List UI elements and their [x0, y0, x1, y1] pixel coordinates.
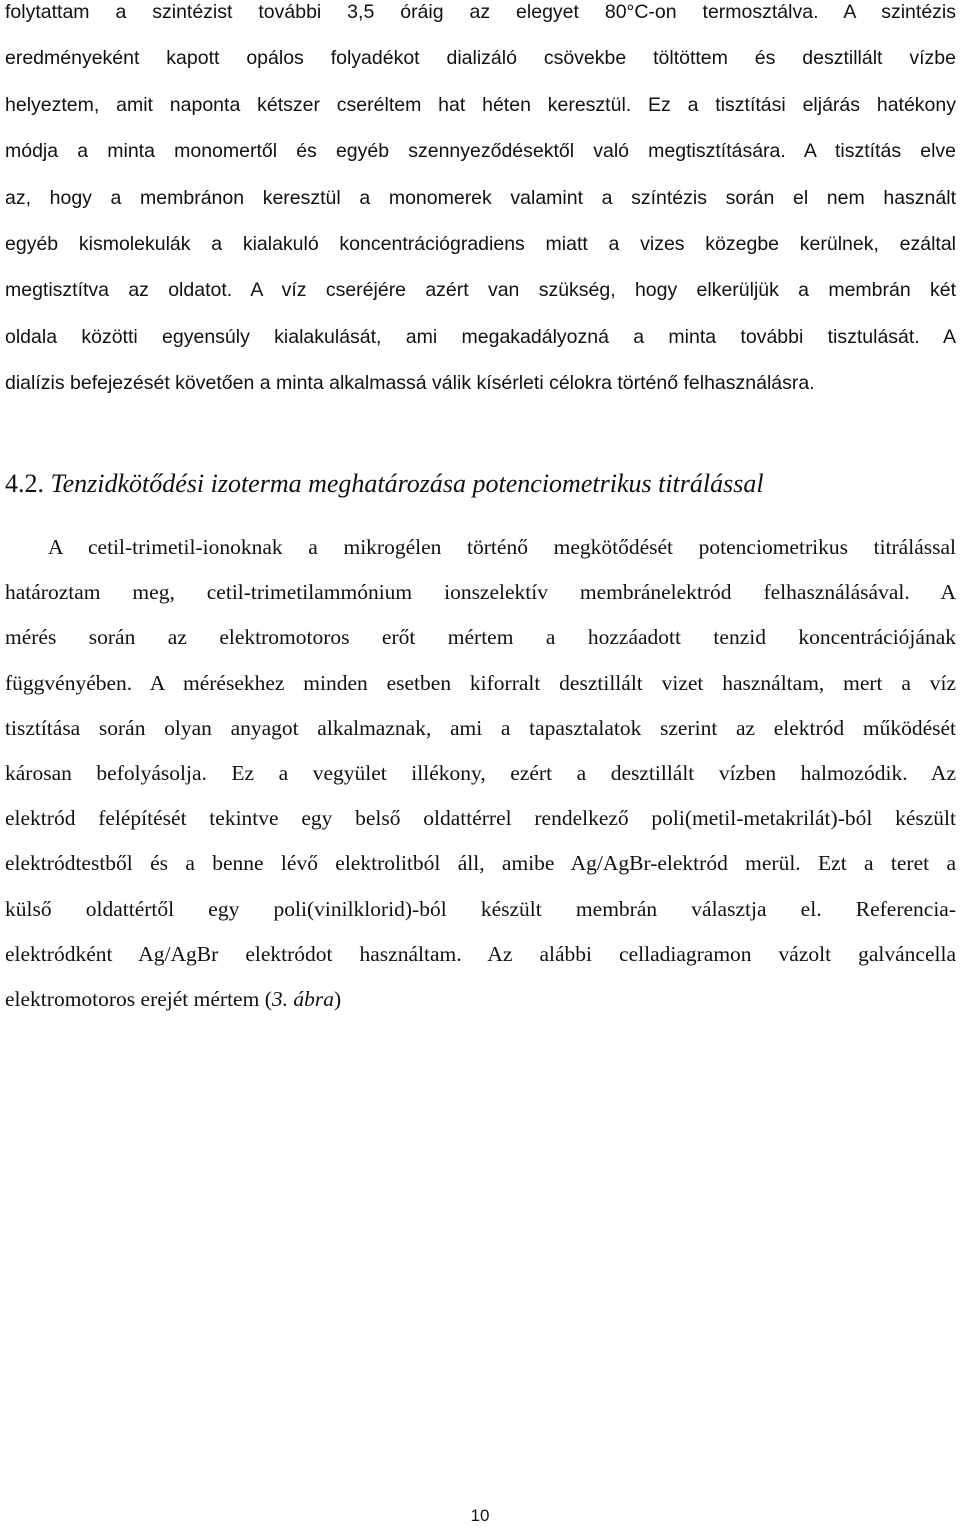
text-line: [5, 977, 956, 1022]
text-line: folytattam a szintézist további 3,5 óráig az elegyet 80°C-on termosztálva. A szintézis: [5, 1, 956, 23]
paragraph-synthesis-dialysis: [5, 0, 956, 407]
figure-reference: 3. ábra: [271, 987, 334, 1012]
text-line: elektród felépítését tekintve egy belső oldattérrel rendelkező poli(metil-metakrilát)-ból készült: [5, 806, 956, 831]
section-heading: [5, 462, 764, 506]
text-line: megtisztítva az oldatot. A víz cseréjére azért van szükség, hogy elkerüljük a membrán két: [5, 279, 956, 302]
section-number: 4.2.: [5, 469, 44, 498]
text-line: az, hogy a membránon keresztül a monomerek valamint a színtézis során el nem használt: [5, 186, 956, 209]
text-line: egyéb kismolekulák a kialakuló koncentrációgradiens miatt a vizes közegbe kerülnek, ezáltal: [5, 233, 956, 256]
text-line: dialízis befejezését követően a minta alkalmassá válik kísérleti célokra történő felhasználásra.: [5, 372, 815, 395]
text-line: elektródként Ag/AgBr elektródot használtam. Az alábbi celladiagramon vázolt galváncella: [5, 941, 956, 966]
text-line: mérés során az elektromotoros erőt mértem a hozzáadott tenzid koncentrációjának: [5, 625, 956, 650]
text-line: károsan befolyásolja. Ez a vegyület illékony, ezért a desztillált vízben halmozódik. Az: [5, 761, 956, 786]
text-line: eredményeként kapott opálos folyadékot dializáló csövekbe töltöttem és desztillált vízbe: [5, 47, 956, 70]
text-fragment: ): [333, 987, 342, 1012]
text-line: elektródtestből és a benne lévő elektrolitból áll, amibe Ag/AgBr-elektród merül. Ezt a teret a: [5, 851, 956, 876]
text-line: oldala közötti egyensúly kialakulását, ami megakadályozná a minta további tisztulását. A: [5, 325, 956, 348]
text-line: tisztítása során olyan anyagot alkalmaznak, ami a tapasztalatok szerint az elektród működését: [5, 715, 956, 740]
text-line: módja a minta monomertől és egyéb szennyeződésektől való megtisztítására. A tisztítás elve: [5, 140, 956, 163]
text-line: külső oldattértől egy poli(vinilklorid)-ból készült membrán választja el. Referencia-: [5, 896, 956, 921]
text-line: helyeztem, amit naponta kétszer cseréltem hat héten keresztül. Ez a tisztítási eljárás hatékony: [5, 93, 956, 116]
paragraph-potentiometric-titration: [5, 525, 956, 1022]
text-line: függvényében. A mérésekhez minden esetben kiforralt desztillált vizet használtam, mert a víz: [5, 670, 956, 695]
text-line: határoztam meg, cetil-trimetilammónium ionszelektív membránelektród felhasználásával. A: [5, 580, 956, 605]
page-number: 10: [470, 1506, 490, 1525]
section-title: Tenzidkötődési izoterma meghatározása potenciometrikus titrálással: [50, 469, 764, 498]
text-fragment: elektromotoros erejét mértem (: [5, 987, 272, 1012]
text-line: A cetil-trimetil-ionoknak a mikrogélen történő megkötődését potenciometrikus titrálással: [48, 535, 956, 559]
